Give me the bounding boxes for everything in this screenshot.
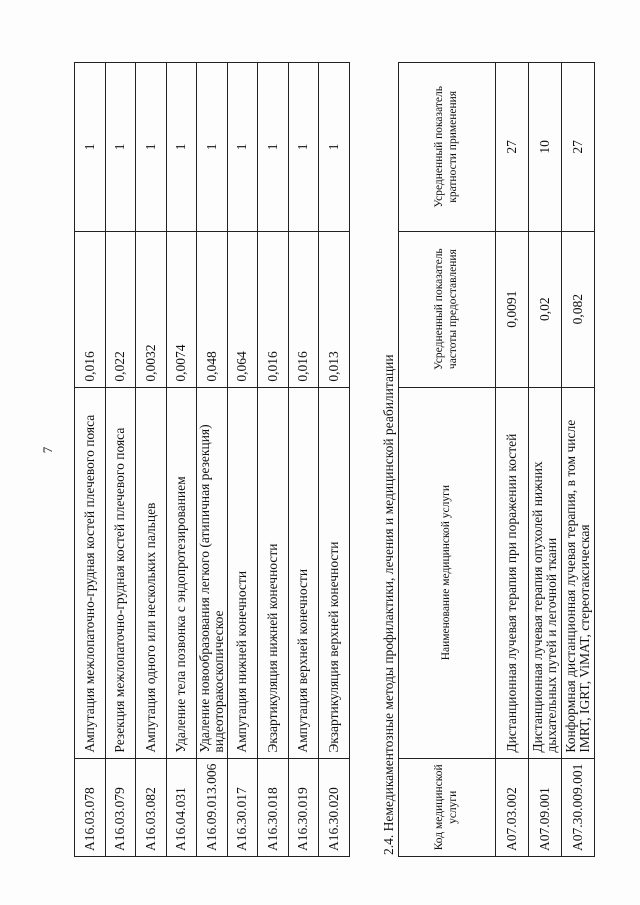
cell-freq: 0,0091	[496, 231, 529, 387]
cell-freq: 0,0074	[166, 231, 197, 387]
cell-name: Ампутация верхней конечности	[288, 387, 319, 758]
cell-mult: 27	[562, 63, 595, 232]
cell-freq: 0,0032	[136, 231, 167, 387]
cell-freq: 0,016	[258, 231, 289, 387]
cell-name: Дистанционная лучевая терапия при поражении костей	[496, 387, 529, 758]
cell-freq: 0,013	[319, 231, 350, 387]
cell-mult: 27	[496, 63, 529, 232]
cell-freq: 0,02	[529, 231, 562, 387]
cell-mult: 1	[136, 63, 167, 232]
cell-code: A07.30.009.001	[562, 758, 595, 856]
cell-code: A16.03.079	[105, 758, 136, 856]
cell-freq: 0,016	[75, 231, 106, 387]
table-row	[227, 63, 258, 857]
cell-mult: 1	[166, 63, 197, 232]
cell-name: Экзартикуляция верхней конечности	[319, 387, 350, 758]
header-frequency: Усредненный показатель частоты предоставления	[399, 231, 496, 387]
cell-code: A07.03.002	[496, 758, 529, 856]
cell-code: A16.30.020	[319, 758, 350, 856]
table-row	[105, 63, 136, 857]
cell-name: Ампутация межлопаточно-грудная костей плечевого пояса	[75, 387, 106, 758]
non-drug-methods-table	[398, 62, 595, 857]
cell-name: Экзартикуляция нижней конечности	[258, 387, 289, 758]
table-row	[529, 63, 562, 857]
page-number: 7	[40, 446, 55, 454]
header-code: Код медицинской услуги	[399, 758, 496, 856]
cell-name: Удаление тела позвонка с эндопротезированием	[166, 387, 197, 758]
procedures-table	[74, 62, 350, 857]
cell-freq: 0,016	[288, 231, 319, 387]
table-row	[562, 63, 595, 857]
cell-mult: 1	[197, 63, 228, 232]
table-row	[496, 63, 529, 857]
table-row	[258, 63, 289, 857]
header-multiplicity: Усредненный показатель кратности применения	[399, 63, 496, 232]
cell-code: A16.04.031	[166, 758, 197, 856]
cell-name: Ампутация одного или нескольких пальцев	[136, 387, 167, 758]
cell-freq: 0,022	[105, 231, 136, 387]
header-name: Наименование медицинской услуги	[399, 387, 496, 758]
table-row	[166, 63, 197, 857]
cell-code: A07.09.001	[529, 758, 562, 856]
cell-freq: 0,064	[227, 231, 258, 387]
cell-mult: 1	[319, 63, 350, 232]
table-header-row	[399, 63, 496, 857]
cell-name: Удаление новообразования легкого (атипичная резекция) видеоторакоскопическое	[197, 387, 228, 758]
cell-name: Ампутация нижней конечности	[227, 387, 258, 758]
cell-freq: 0,082	[562, 231, 595, 387]
cell-mult: 1	[105, 63, 136, 232]
cell-mult: 1	[75, 63, 106, 232]
section-title: 2.4. Немедикаментозные методы профилактики, лечения и медицинской реабилитации	[381, 354, 396, 855]
cell-name: Дистанционная лучевая терапия опухолей нижних дыхательных путей и легочной ткани	[529, 387, 562, 758]
cell-mult: 1	[288, 63, 319, 232]
cell-mult: 10	[529, 63, 562, 232]
table-row	[136, 63, 167, 857]
cell-code: A16.03.078	[75, 758, 106, 856]
cell-name: Конформная дистанционная лучевая терапия, в том числе IMRT, IGRT, ViMAT, стереотаксическая	[562, 387, 595, 758]
cell-code: A16.30.018	[258, 758, 289, 856]
cell-mult: 1	[227, 63, 258, 232]
cell-code: A16.30.019	[288, 758, 319, 856]
table-row	[197, 63, 228, 857]
table-row	[75, 63, 106, 857]
cell-name: Резекция межлопаточно-грудная костей плечевого пояса	[105, 387, 136, 758]
cell-code: A16.09.013.006	[197, 758, 228, 856]
cell-freq: 0,048	[197, 231, 228, 387]
cell-code: A16.30.017	[227, 758, 258, 856]
cell-code: A16.03.082	[136, 758, 167, 856]
table-row	[288, 63, 319, 857]
cell-mult: 1	[258, 63, 289, 232]
table-row	[319, 63, 350, 857]
